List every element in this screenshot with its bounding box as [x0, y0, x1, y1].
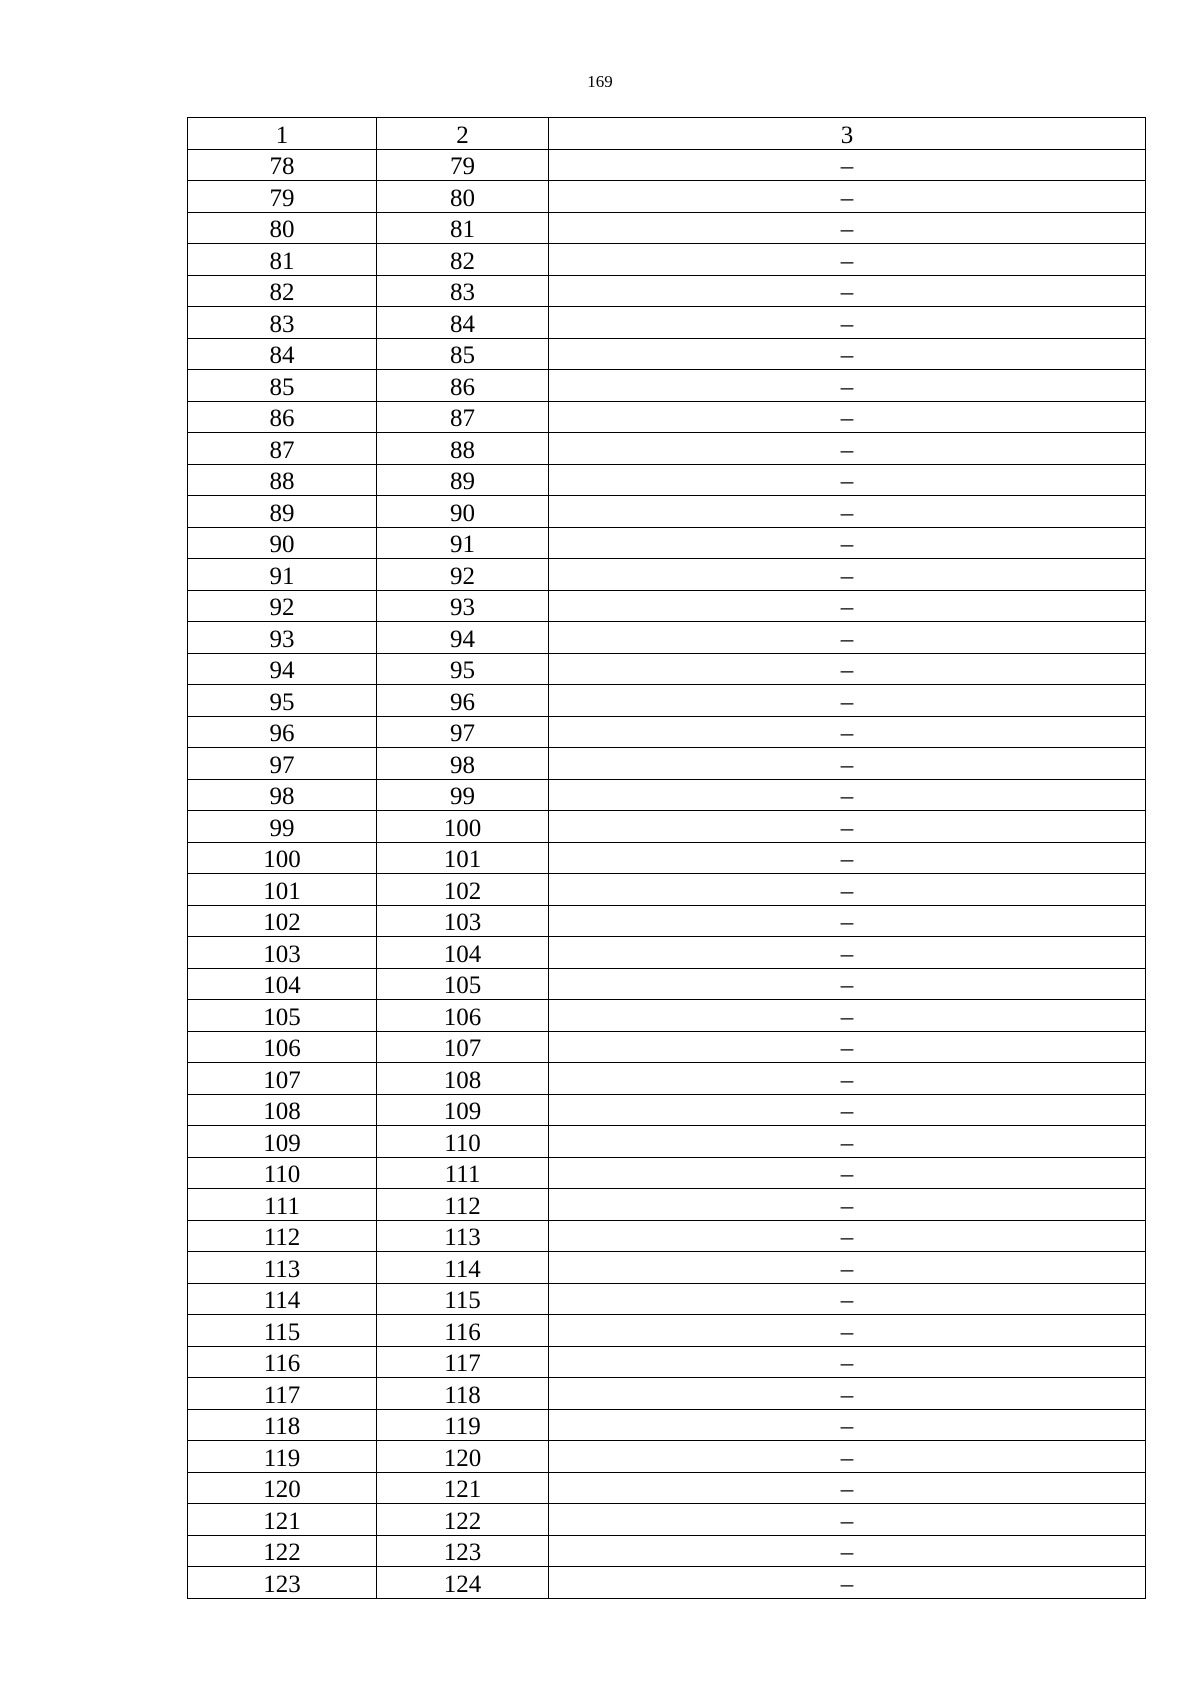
table-cell-col-1: 91 [188, 559, 377, 591]
table-cell-col-3: – [549, 622, 1146, 654]
table-row [188, 590, 1146, 622]
table-cell-col-1: 92 [188, 590, 377, 622]
table-row [188, 149, 1146, 181]
table-cell-col-1: 95 [188, 685, 377, 717]
table-row [188, 685, 1146, 717]
table-row [188, 905, 1146, 937]
table-cell-col-3: – [549, 307, 1146, 339]
table-row [188, 1063, 1146, 1095]
table-cell-col-1: 101 [188, 874, 377, 906]
table-row [188, 1283, 1146, 1315]
table-cell-col-2: 99 [377, 779, 549, 811]
table-row [188, 622, 1146, 654]
table-cell-col-1: 80 [188, 212, 377, 244]
table-row [188, 842, 1146, 874]
table-cell-col-3: – [549, 1126, 1146, 1158]
table-row [188, 307, 1146, 339]
table-cell-col-3: – [549, 1441, 1146, 1473]
table-cell-col-1: 98 [188, 779, 377, 811]
table-cell-col-3: – [549, 1535, 1146, 1567]
table-cell-col-3: – [549, 905, 1146, 937]
table-cell-col-2: 80 [377, 181, 549, 213]
table-row [188, 1000, 1146, 1032]
table-cell-col-1: 93 [188, 622, 377, 654]
table-cell-col-2: 98 [377, 748, 549, 780]
table-cell-col-3: – [549, 653, 1146, 685]
table-row [188, 1535, 1146, 1567]
table-row [188, 1094, 1146, 1126]
table-cell-col-1: 97 [188, 748, 377, 780]
table-cell-col-2: 117 [377, 1346, 549, 1378]
table-cell-col-2: 105 [377, 968, 549, 1000]
data-table [187, 117, 1146, 1599]
table-row [188, 1157, 1146, 1189]
table-row [188, 401, 1146, 433]
table-cell-col-2: 103 [377, 905, 549, 937]
table-cell-col-1: 120 [188, 1472, 377, 1504]
table-cell-col-3: – [549, 1472, 1146, 1504]
table-cell-col-2: 85 [377, 338, 549, 370]
table-row [188, 496, 1146, 528]
table-row [188, 433, 1146, 465]
table-cell-col-1: 81 [188, 244, 377, 276]
table-cell-col-1: 78 [188, 149, 377, 181]
table-cell-col-3: – [549, 1283, 1146, 1315]
table-row [188, 181, 1146, 213]
table-cell-col-1: 118 [188, 1409, 377, 1441]
table-row [188, 559, 1146, 591]
table-row [188, 1189, 1146, 1221]
table-cell-col-2: 104 [377, 937, 549, 969]
table-cell-col-1: 123 [188, 1567, 377, 1599]
table-cell-col-1: 87 [188, 433, 377, 465]
table-cell-col-1: 110 [188, 1157, 377, 1189]
table-cell-col-3: – [549, 1031, 1146, 1063]
table-row [188, 748, 1146, 780]
table-cell-col-3: – [549, 527, 1146, 559]
table-cell-col-2: 79 [377, 149, 549, 181]
table-row [188, 1378, 1146, 1410]
table-row [188, 212, 1146, 244]
table-row [188, 874, 1146, 906]
table-cell-col-3: – [549, 1157, 1146, 1189]
table-cell-col-2: 113 [377, 1220, 549, 1252]
table-cell-col-2: 86 [377, 370, 549, 402]
table-cell-col-1: 90 [188, 527, 377, 559]
table-cell-col-2: 121 [377, 1472, 549, 1504]
table-cell-col-3: – [549, 1252, 1146, 1284]
table-cell-col-3: – [549, 1063, 1146, 1095]
table-cell-col-2: 100 [377, 811, 549, 843]
table-cell-col-3: – [549, 244, 1146, 276]
table-cell-col-1: 79 [188, 181, 377, 213]
table-cell-col-1: 113 [188, 1252, 377, 1284]
table-cell-col-2: 92 [377, 559, 549, 591]
table-cell-col-3: – [549, 968, 1146, 1000]
table-cell-col-3: – [549, 275, 1146, 307]
table-row [188, 244, 1146, 276]
table-row [188, 527, 1146, 559]
table-cell-col-2: 114 [377, 1252, 549, 1284]
page-number: 169 [587, 72, 613, 91]
table-cell-col-1: 99 [188, 811, 377, 843]
table-cell-col-3: – [549, 1000, 1146, 1032]
table-cell-col-2: 101 [377, 842, 549, 874]
table-row [188, 1315, 1146, 1347]
table-cell-col-3: – [549, 1409, 1146, 1441]
table-cell-col-1: 94 [188, 653, 377, 685]
table-cell-col-1: 111 [188, 1189, 377, 1221]
table-cell-col-2: 123 [377, 1535, 549, 1567]
table-cell-col-1: 102 [188, 905, 377, 937]
table-cell-col-2: 124 [377, 1567, 549, 1599]
table-cell-col-1: 117 [188, 1378, 377, 1410]
table-cell-col-2: 119 [377, 1409, 549, 1441]
table-cell-col-1: 88 [188, 464, 377, 496]
table-cell-col-3: – [549, 1220, 1146, 1252]
table-cell-col-1: 104 [188, 968, 377, 1000]
table-row [188, 338, 1146, 370]
table-cell-col-3: – [549, 779, 1146, 811]
table-cell-col-3: – [549, 1378, 1146, 1410]
table-cell-col-3: – [549, 464, 1146, 496]
table-row [188, 1472, 1146, 1504]
table-cell-col-3: – [549, 590, 1146, 622]
table-cell-col-2: 111 [377, 1157, 549, 1189]
table-cell-col-2: 110 [377, 1126, 549, 1158]
table-cell-col-1: 89 [188, 496, 377, 528]
table-body [188, 118, 1146, 1599]
header-cell-1: 1 [188, 118, 377, 150]
table-cell-col-2: 107 [377, 1031, 549, 1063]
table-cell-col-1: 121 [188, 1504, 377, 1536]
table-cell-col-1: 109 [188, 1126, 377, 1158]
table-row [188, 1409, 1146, 1441]
table-cell-col-3: – [549, 874, 1146, 906]
table-cell-col-3: – [549, 1189, 1146, 1221]
table-cell-col-2: 97 [377, 716, 549, 748]
table-cell-col-3: – [549, 433, 1146, 465]
table-row [188, 1031, 1146, 1063]
table-cell-col-2: 83 [377, 275, 549, 307]
table-row [188, 937, 1146, 969]
table-cell-col-3: – [549, 559, 1146, 591]
table-cell-col-3: – [549, 149, 1146, 181]
table-cell-col-3: – [549, 401, 1146, 433]
table-cell-col-2: 93 [377, 590, 549, 622]
table-cell-col-1: 114 [188, 1283, 377, 1315]
table-cell-col-2: 118 [377, 1378, 549, 1410]
table-cell-col-3: – [549, 338, 1146, 370]
table-cell-col-1: 106 [188, 1031, 377, 1063]
table-cell-col-2: 84 [377, 307, 549, 339]
table-row [188, 1504, 1146, 1536]
table-cell-col-3: – [549, 1567, 1146, 1599]
table-row [188, 370, 1146, 402]
table-row [188, 653, 1146, 685]
table-cell-col-3: – [549, 842, 1146, 874]
table-cell-col-1: 82 [188, 275, 377, 307]
table-cell-col-2: 81 [377, 212, 549, 244]
table-cell-col-2: 120 [377, 1441, 549, 1473]
table-cell-col-3: – [549, 748, 1146, 780]
table-header-row [188, 118, 1146, 150]
table-row [188, 1220, 1146, 1252]
table-cell-col-2: 112 [377, 1189, 549, 1221]
table-cell-col-1: 100 [188, 842, 377, 874]
table-cell-col-3: – [549, 1346, 1146, 1378]
header-cell-2: 2 [377, 118, 549, 150]
table-cell-col-2: 82 [377, 244, 549, 276]
table-cell-col-1: 122 [188, 1535, 377, 1567]
table-cell-col-3: – [549, 1504, 1146, 1536]
table-cell-col-1: 108 [188, 1094, 377, 1126]
table-cell-col-2: 108 [377, 1063, 549, 1095]
table-cell-col-3: – [549, 212, 1146, 244]
table-cell-col-3: – [549, 1315, 1146, 1347]
table-cell-col-3: – [549, 181, 1146, 213]
table-row [188, 716, 1146, 748]
table-cell-col-1: 83 [188, 307, 377, 339]
table-cell-col-2: 102 [377, 874, 549, 906]
table-cell-col-1: 112 [188, 1220, 377, 1252]
table-row [188, 1346, 1146, 1378]
table-row [188, 968, 1146, 1000]
header-cell-3: 3 [549, 118, 1146, 150]
table-cell-col-1: 85 [188, 370, 377, 402]
table-cell-col-3: – [549, 370, 1146, 402]
table-row [188, 275, 1146, 307]
table-row [188, 464, 1146, 496]
table-cell-col-3: – [549, 685, 1146, 717]
table-cell-col-2: 95 [377, 653, 549, 685]
table-cell-col-3: – [549, 1094, 1146, 1126]
table-cell-col-2: 115 [377, 1283, 549, 1315]
table-cell-col-1: 105 [188, 1000, 377, 1032]
table-cell-col-1: 115 [188, 1315, 377, 1347]
table-row [188, 1252, 1146, 1284]
table-cell-col-1: 84 [188, 338, 377, 370]
table-row [188, 811, 1146, 843]
table-cell-col-1: 119 [188, 1441, 377, 1473]
table-cell-col-1: 103 [188, 937, 377, 969]
table-cell-col-1: 96 [188, 716, 377, 748]
table-cell-col-3: – [549, 811, 1146, 843]
table-cell-col-2: 87 [377, 401, 549, 433]
table-cell-col-2: 88 [377, 433, 549, 465]
table-cell-col-2: 96 [377, 685, 549, 717]
table-cell-col-2: 116 [377, 1315, 549, 1347]
table-cell-col-3: – [549, 937, 1146, 969]
table-row [188, 1441, 1146, 1473]
table-cell-col-2: 89 [377, 464, 549, 496]
table-cell-col-2: 122 [377, 1504, 549, 1536]
table-cell-col-2: 94 [377, 622, 549, 654]
table-row [188, 1567, 1146, 1599]
table-cell-col-1: 107 [188, 1063, 377, 1095]
table-row [188, 1126, 1146, 1158]
table-cell-col-1: 116 [188, 1346, 377, 1378]
table-cell-col-1: 86 [188, 401, 377, 433]
table-row [188, 779, 1146, 811]
table-cell-col-2: 91 [377, 527, 549, 559]
table-cell-col-3: – [549, 496, 1146, 528]
table-cell-col-2: 90 [377, 496, 549, 528]
table-cell-col-3: – [549, 716, 1146, 748]
table-cell-col-2: 109 [377, 1094, 549, 1126]
table-cell-col-2: 106 [377, 1000, 549, 1032]
